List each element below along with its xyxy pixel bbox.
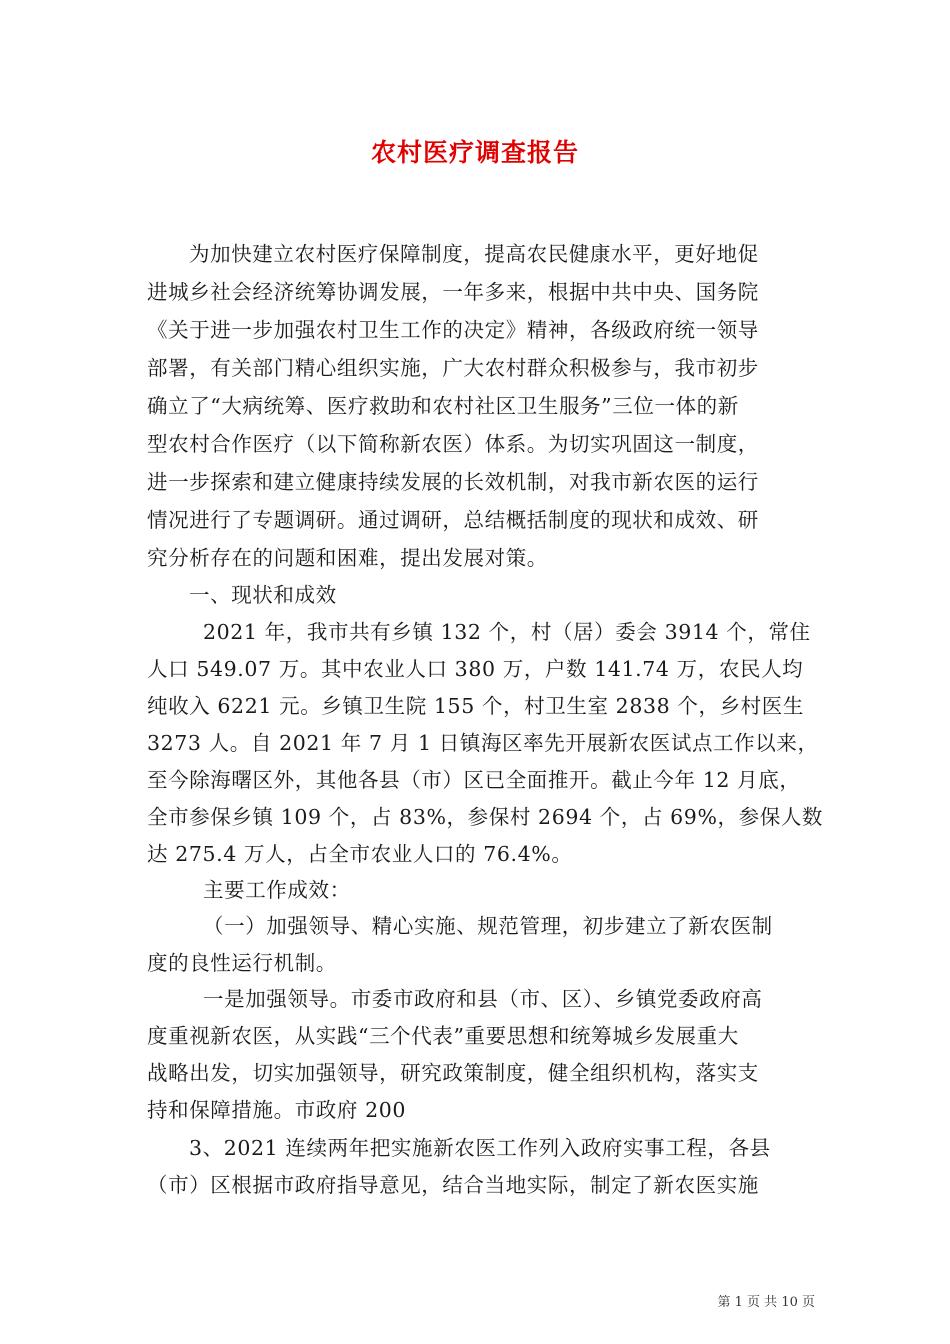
body-line: 为加快建立农村医疗保障制度，提高农民健康水平，更好地促	[189, 242, 759, 266]
body-line: 达 275.4 万人，占全市农业人口的 76.4%。	[147, 842, 573, 866]
body-line: 战略出发，切实加强领导，研究政策制度，健全组织机构，落实支	[147, 1061, 759, 1085]
body-line: 《关于进一步加强农村卫生工作的决定》精神，各级政府统一领导	[147, 318, 759, 342]
body-line: 型农村合作医疗（以下简称新农医）体系。为切实巩固这一制度，	[147, 432, 759, 456]
body-line: （市）区根据市政府指导意见，结合当地实际，制定了新农医实施	[147, 1173, 759, 1197]
body-line: 3273 人。自 2021 年 7 月 1 日镇海区率先开展新农医试点工作以来，	[147, 731, 819, 755]
body-line: 纯收入 6221 元。乡镇卫生院 155 个，村卫生室 2838 个，乡村医生	[147, 694, 804, 718]
body-line: 2021 年，我市共有乡镇 132 个，村（居）委会 3914 个，常住	[203, 620, 811, 644]
body-line: 部署，有关部门精心组织实施，广大农村群众积极参与，我市初步	[147, 356, 759, 380]
page-footer: 第 1 页 共 10 页	[717, 1295, 815, 1310]
body-line: 至今除海曙区外，其他各县（市）区已全面推开。截止今年 12 月底，	[147, 768, 801, 792]
section-heading: 一、现状和成效	[189, 583, 337, 607]
body-line: 全市参保乡镇 109 个，占 83%，参保村 2694 个，占 69%，参保人数	[147, 805, 824, 829]
body-line: 持和保障措施。市政府 200	[147, 1098, 407, 1122]
body-line: 进一步探索和建立健康持续发展的长效机制，对我市新农医的运行	[147, 470, 759, 494]
body-line: 一是加强领导。市委市政府和县（市、区）、乡镇党委政府高	[203, 987, 763, 1011]
body-line: 确立了“大病统筹、医疗救助和农村社区卫生服务”三位一体的新	[147, 394, 739, 418]
body-line: 进城乡社会经济统筹协调发展，一年多来，根据中共中央、国务院	[147, 280, 759, 304]
sub-heading: 主要工作成效：	[203, 878, 351, 902]
body-line: （一）加强领导、精心实施、规范管理，初步建立了新农医制	[203, 914, 773, 938]
body-line: 3、2021 连续两年把实施新农医工作列入政府实事工程，各县	[189, 1136, 771, 1160]
body-line: 情况进行了专题调研。通过调研，总结概括制度的现状和成效、研	[147, 508, 759, 532]
body-line: 度重视新农医，从实践“三个代表”重要思想和统筹城乡发展重大	[147, 1024, 739, 1048]
body-line: 人口 549.07 万。其中农业人口 380 万，户数 141.74 万，农民人均	[147, 657, 804, 681]
body-line: 究分析存在的问题和困难，提出发展对策。	[147, 546, 548, 570]
document-title: 农村医疗调查报告	[370, 138, 579, 167]
body-line: 度的良性运行机制。	[147, 951, 337, 975]
